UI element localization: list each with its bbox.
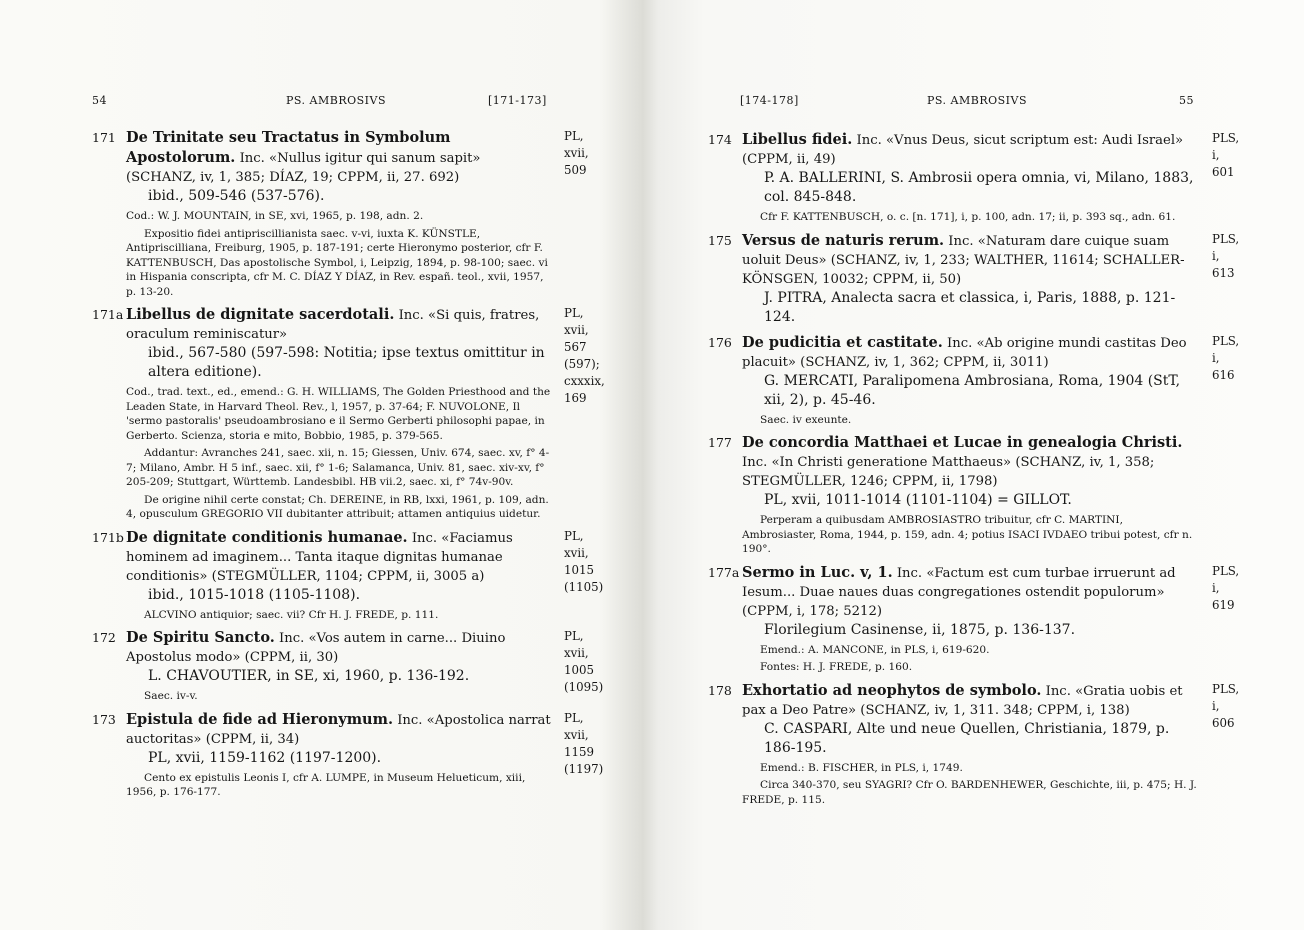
entry-number: 171b — [92, 529, 124, 545]
edition-reference: PL, xvii, 1159 (1197) — [564, 710, 604, 776]
entry — [92, 305, 605, 522]
note: Cod.: W. J. MOUNTAIN, in SE, xvi, 1965, p. 198, adn. 2. — [126, 210, 424, 222]
note: Emend.: A. MANCONE, in PLS, i, 619-620. — [760, 643, 990, 656]
note: Expositio fidei antipriscillianista saec. v-vi, iuxta K. KÜNSTLE, Antipriscilliana, Freiburg, 1905, p. 187-191; certe Hieronymo posterior, cfr F. KATTENBUSCH, Das apostolische Symbol, i, Leipzig, 1894, p. 98-100; saec. vi in Hispania conscripta, cfr M. C. DÍAZ Y DÍAZ, in Rev. españ. teol., xvii, 1957, p. 13-20. — [126, 227, 548, 298]
edition: J. PITRA, Analecta sacra et classica, i, Paris, 1888, p. 121-124. — [764, 289, 1176, 325]
note: Circa 340-370, seu SYAGRI? Cfr O. BARDENHEWER, Geschichte, iii, p. 475; H. J. FREDE, p. 115. — [742, 779, 1197, 806]
edition-reference: PLS, i, 601 — [1212, 131, 1240, 179]
page-number: 54 — [92, 94, 107, 107]
edition-reference: PLS, i, 613 — [1212, 231, 1240, 280]
incipit: Inc. «Vnus Deus, sicut scriptum est: Audi Israel» (CPPM, ii, 49) — [742, 133, 1184, 167]
entry-title: Libellus fidei. — [742, 131, 853, 148]
incipit: Inc. «Factum est cum turbae irruerunt ad Iesum... Duae naues duas congregationes ostendit populorum» (CPPM, i, 178; 5212) — [742, 565, 1176, 619]
edition: P. A. BALLERINI, S. Ambrosii opera omnia, vi, Milano, 1883, col. 845-848. — [764, 170, 1194, 205]
note: Emend.: B. FISCHER, in PLS, i, 1749. — [760, 761, 963, 774]
entry — [708, 333, 1240, 428]
edition-reference: PLS, i, 606 — [1212, 681, 1240, 730]
entry-heading — [742, 231, 1197, 289]
left-page — [0, 0, 648, 930]
edition: ibid., 1015-1018 (1105-1108). — [148, 586, 361, 603]
edition-reference: PLS, i, 619 — [1212, 563, 1240, 612]
note: Perperam a quibusdam AMBROSIASTRO tribuitur, cfr C. MARTINI, Ambrosiaster, Roma, 1944, p. 159, adn. 4; potius ISACI IVDAEO tribui potest, cfr n. 190°. — [742, 514, 1193, 555]
entry — [708, 130, 1240, 225]
note: Addantur: Avranches 241, saec. xii, n. 15; Giessen, Univ. 674, saec. xv, f° 4-7; Milano, Ambr. H 5 inf., saec. xii, f° 1-6; Salamanca, Univ. 81, saec. xiv-xv, f° 205-209; Stuttgart, Württemb. Landesbibl. HB vii.2, saec. xi, f° 74v-90v. — [126, 447, 550, 488]
entry — [92, 528, 604, 623]
entry-range: [174-178] — [740, 94, 799, 107]
entry — [708, 433, 1197, 557]
incipit: Inc. «Naturam dare cuique suam uoluit Deus» (SCHANZ, iv, 1, 233; WALTHER, 11614; SCHALLER-KÖNSGEN, 10032; CPPM, ii, 50) — [742, 233, 1185, 287]
entry-title: De dignitate conditionis humanae. — [126, 528, 408, 546]
incipit: Inc. «Nullus igitur qui sanum sapit» (SCHANZ, iv, 1, 385; DÍAZ, 19; CPPM, ii, 27. 692) — [126, 151, 481, 185]
note: De origine nihil certe constat; Ch. DEREINE, in RB, lxxi, 1961, p. 109, adn. 4, opusculum GREGORIO VII dubitanter attribuit; attamen antiquius uidetur. — [126, 493, 549, 520]
note: Saec. iv exeunte. — [760, 413, 852, 426]
running-title: PS. AMBROSIVS — [927, 94, 1027, 107]
edition-reference: PL, xvii, 567 (597); cxxxix, 169 — [564, 306, 605, 405]
entry — [92, 628, 604, 704]
entry-heading — [126, 710, 551, 749]
running-title: PS. AMBROSIVS — [286, 94, 386, 107]
incipit: Inc. «Faciamus hominem ad imaginem... Tanta itaque dignitas humanae conditionis» (STEGMÜLLER, 1104; CPPM, ii, 3005 a) — [126, 530, 513, 584]
entry-number: 171 — [92, 130, 116, 145]
entry-title: Epistula de fide ad Hieronymum. — [126, 710, 393, 728]
page-number: 55 — [1179, 94, 1194, 107]
entry-heading — [742, 333, 1197, 372]
entry-title: De concordia Matthaei et Lucae in genealogia Christi. — [742, 434, 1183, 451]
entry-range: [171-173] — [488, 94, 547, 107]
entry-number: 177 — [708, 435, 732, 450]
entry — [92, 710, 604, 800]
entry — [708, 681, 1240, 808]
entry-heading — [126, 528, 551, 586]
incipit: Inc. «In Christi generatione Matthaeus» (SCHANZ, iv, 1, 358; STEGMÜLLER, 1246; CPPM, ii, 1798) — [742, 455, 1155, 489]
entry-heading — [742, 130, 1197, 169]
entry-title: De Trinitate seu Tractatus in Symbolum Apostolorum. — [126, 129, 451, 166]
incipit: Inc. «Vos autem in carne... Diuino Apostolus modo» (CPPM, ii, 30) — [126, 631, 506, 665]
entries-list — [92, 128, 605, 806]
entry-title: De Spiritu Sancto. — [126, 629, 275, 646]
entry-number: 171a — [92, 307, 124, 322]
right-page — [652, 0, 1304, 930]
entry — [708, 231, 1240, 327]
entry-heading — [742, 681, 1197, 720]
entry — [92, 128, 589, 299]
entries-list — [708, 130, 1240, 813]
entry-heading — [126, 128, 551, 187]
entry-heading — [742, 433, 1197, 491]
edition-reference: PL, xvii, 1005 (1095) — [564, 629, 604, 694]
incipit: Inc. «Apostolica narrat auctoritas» (CPPM, ii, 34) — [126, 712, 551, 747]
edition-reference: PL, xvii, 1015 (1105) — [564, 528, 604, 594]
incipit: Inc. «Si quis, fratres, oraculum reminiscatur» — [126, 308, 540, 342]
note: Saec. iv-v. — [144, 690, 198, 702]
entry-number: 173 — [92, 711, 116, 727]
note: Fontes: H. J. FREDE, p. 160. — [760, 661, 913, 673]
note: Cento ex epistulis Leonis I, cfr A. LUMPE, in Museum Helueticum, xiii, 1956, p. 176-177. — [126, 771, 526, 798]
edition-reference: PL, xvii, 509 — [564, 129, 589, 177]
entry — [708, 563, 1240, 675]
note: ALCVINO antiquior; saec. vii? Cfr H. J. FREDE, p. 111. — [144, 608, 439, 621]
edition-reference: PLS, i, 616 — [1212, 333, 1240, 382]
edition: PL, xvii, 1159-1162 (1197-1200). — [148, 749, 382, 766]
incipit: Inc. «Gratia uobis et pax a Deo Patre» (SCHANZ, iv, 1, 311. 348; CPPM, i, 138) — [742, 683, 1183, 718]
entry-title: De pudicitia et castitate. — [742, 333, 943, 351]
incipit: Inc. «Ab origine mundi castitas Deo placuit» (SCHANZ, iv, 1, 362; CPPM, ii, 3011) — [742, 335, 1187, 370]
entry-heading — [742, 563, 1197, 621]
note: Cfr F. KATTENBUSCH, o. c. [n. 171], i, p. 100, adn. 17; ii, p. 393 sq., adn. 61. — [760, 211, 1176, 223]
entry-title: Libellus de dignitate sacerdotali. — [126, 306, 395, 323]
entry-number: 172 — [92, 630, 116, 645]
entry-number: 176 — [708, 334, 732, 350]
edition: ibid., 567-580 (597-598: Notitia; ipse textus omittitur in altera editione). — [148, 345, 545, 380]
edition: C. CASPARI, Alte und neue Quellen, Christiania, 1879, p. 186-195. — [764, 720, 1170, 756]
edition: G. MERCATI, Paralipomena Ambrosiana, Roma, 1904 (StT, xii, 2), p. 45-46. — [764, 372, 1181, 408]
entry-heading — [126, 305, 551, 344]
edition: ibid., 509-546 (537-576). — [148, 188, 325, 204]
entry-title: Versus de naturis rerum. — [742, 231, 945, 249]
edition: L. CHAVOUTIER, in SE, xi, 1960, p. 136-192. — [148, 668, 470, 684]
entry-number: 178 — [708, 682, 732, 698]
entry-title: Exhortatio ad neophytos de symbolo. — [742, 681, 1042, 699]
entry-title: Sermo in Luc. v, 1. — [742, 563, 893, 581]
entry-heading — [126, 628, 551, 667]
note: Cod., trad. text., ed., emend.: G. H. WILLIAMS, The Golden Priesthood and the Leaden State, in Harvard Theol. Rev., l, 1957, p. 37-64; F. NUVOLONE, Il 'sermo pastoralis' pseudoambrosiano e il Sermo Gerberti philosophi papae, in Gerberto. Scienza, storia e mito, Bobbio, 1985, p. 379-565. — [126, 386, 551, 442]
edition: Florilegium Casinense, ii, 1875, p. 136-137. — [764, 621, 1076, 638]
entry-number: 175 — [708, 232, 732, 248]
edition: PL, xvii, 1011-1014 (1101-1104) = GILLOT. — [764, 492, 1072, 508]
entry-number: 174 — [708, 132, 732, 147]
entry-number: 177a — [708, 564, 740, 580]
